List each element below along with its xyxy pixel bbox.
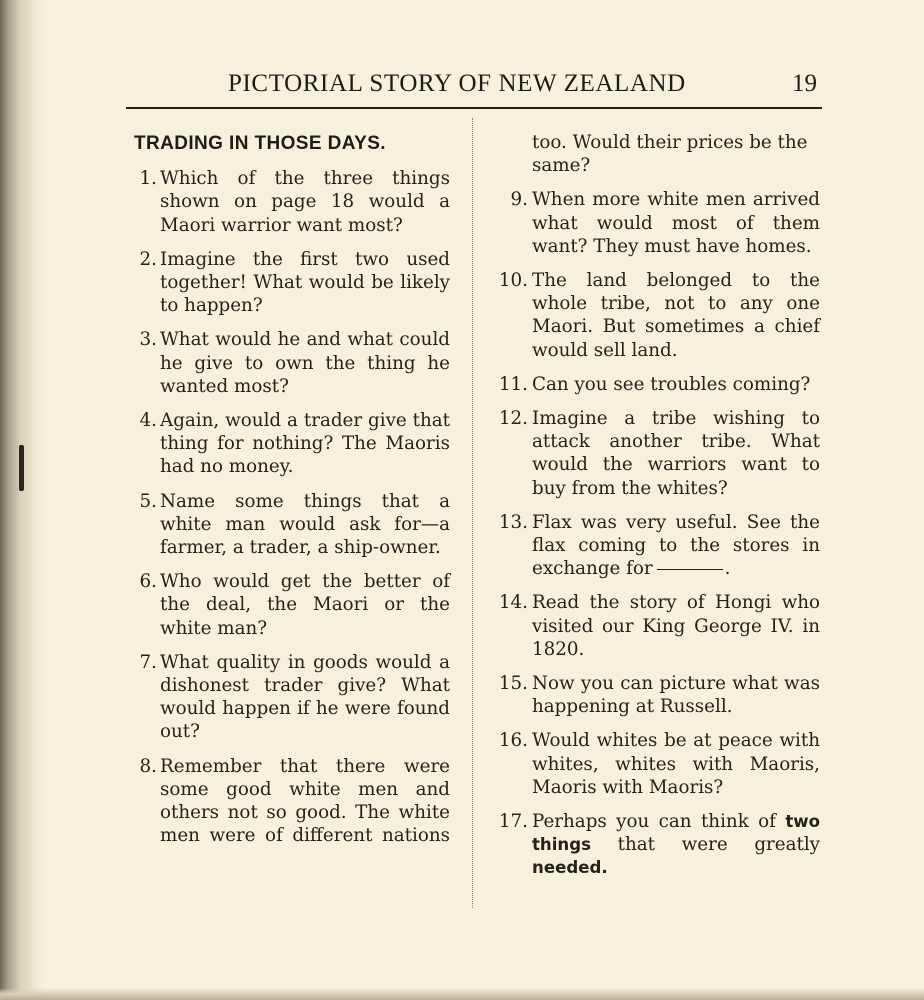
- page-number: 19: [792, 70, 817, 97]
- question-number: 2.: [139, 248, 157, 270]
- question-number: 13.: [498, 511, 528, 533]
- question-text: Who would get the better of the deal, the Maori or the white man?: [160, 571, 450, 639]
- question-text: [532, 511, 820, 581]
- question-number: 10.: [498, 270, 528, 292]
- question-text-before-blank: Flax was very useful. See the flax coming to the stores in exchange for: [532, 511, 820, 580]
- question-9: [490, 188, 820, 258]
- question-text-bold: two: [785, 812, 820, 832]
- question-number: 9.: [510, 189, 528, 211]
- question-7: [128, 651, 450, 744]
- question-text: Can you see troubles coming?: [532, 373, 811, 395]
- question-17: [490, 810, 820, 880]
- question-8: [128, 755, 450, 848]
- question-number: 8.: [139, 755, 157, 777]
- question-text-plain: Perhaps you can think of: [532, 811, 776, 833]
- question-11: [490, 373, 820, 396]
- question-number: 3.: [139, 329, 157, 351]
- question-text: Which of the three things shown on page 18 would a Maori warrior want most?: [160, 168, 450, 236]
- question-number: 15.: [498, 673, 528, 695]
- left-column: [128, 131, 450, 858]
- question-5: [128, 490, 450, 560]
- header-rule: [126, 107, 822, 109]
- running-header-title: PICTORIAL STORY OF NEW ZEALAND: [228, 70, 686, 97]
- question-3: [128, 328, 450, 398]
- question-12: [490, 407, 820, 500]
- question-10: [490, 269, 820, 362]
- question-text: Again, would a trader give that thing for nothing? The Maoris had no money.: [160, 410, 450, 478]
- section-heading: TRADING IN THOSE DAYS.: [134, 133, 386, 154]
- question-4: [128, 409, 450, 479]
- question-number: 5.: [139, 490, 157, 512]
- question-text: The land belonged to the whole tribe, not to any one Maori. But sometimes a chief would sell land.: [532, 270, 820, 361]
- binding-shadow: [0, 0, 44, 1000]
- question-number: 1.: [139, 168, 157, 190]
- question-number: 6.: [139, 571, 157, 593]
- question-text: Remember that there were some good white men and others not so good. The white men were of different nations: [160, 755, 450, 847]
- question-text: Now you can picture what was happening at Russell.: [532, 673, 820, 718]
- question-text: What quality in goods would a dishonest trader give? What would happen if he were found out?: [160, 651, 450, 743]
- question-13: [490, 511, 820, 581]
- question-text-plain: that were greatly: [617, 834, 820, 856]
- question-16: [490, 729, 820, 799]
- question-1: [128, 167, 450, 237]
- question-number: 11.: [498, 373, 528, 395]
- question-text: Name some things that a white man would ask for—a farmer, a trader, a ship-owner.: [160, 490, 450, 559]
- question-number: 17.: [498, 811, 528, 833]
- question-number: 16.: [498, 730, 528, 752]
- question-15: [490, 672, 820, 718]
- question-6: [128, 570, 450, 640]
- question-2: [128, 248, 450, 318]
- binding-stitch: [19, 445, 24, 491]
- right-column: [490, 131, 820, 891]
- question-text: [532, 810, 820, 880]
- question-text-bold: needed.: [532, 858, 608, 878]
- question-text: Imagine a tribe wishing to attack another tribe. What would the warriors want to buy from the whites?: [532, 408, 820, 499]
- fill-in-blank: [657, 569, 723, 570]
- question-number: 4.: [139, 410, 157, 432]
- question-8-continuation: too. Would their prices be the same?: [532, 132, 808, 177]
- question-text: Would whites be at peace with whites, whites with Maoris, Maoris with Maoris?: [532, 730, 820, 798]
- question-number: 14.: [498, 592, 528, 614]
- question-number: 12.: [498, 408, 528, 430]
- question-text-bold: things: [532, 835, 592, 855]
- question-text: When more white men arrived what would most of them want? They must have homes.: [532, 189, 820, 257]
- question-text: Imagine the first two used together! What would be likely to happen?: [160, 248, 450, 317]
- question-number: 7.: [139, 651, 157, 673]
- column-divider: [472, 118, 473, 908]
- question-text: What would he and what could he give to own the thing he wanted most?: [160, 329, 450, 397]
- question-14: [490, 591, 820, 661]
- question-text-after-blank: .: [724, 558, 731, 580]
- page-bottom-edge: [0, 988, 924, 1000]
- question-text: Read the story of Hongi who visited our King George IV. in 1820.: [532, 592, 820, 660]
